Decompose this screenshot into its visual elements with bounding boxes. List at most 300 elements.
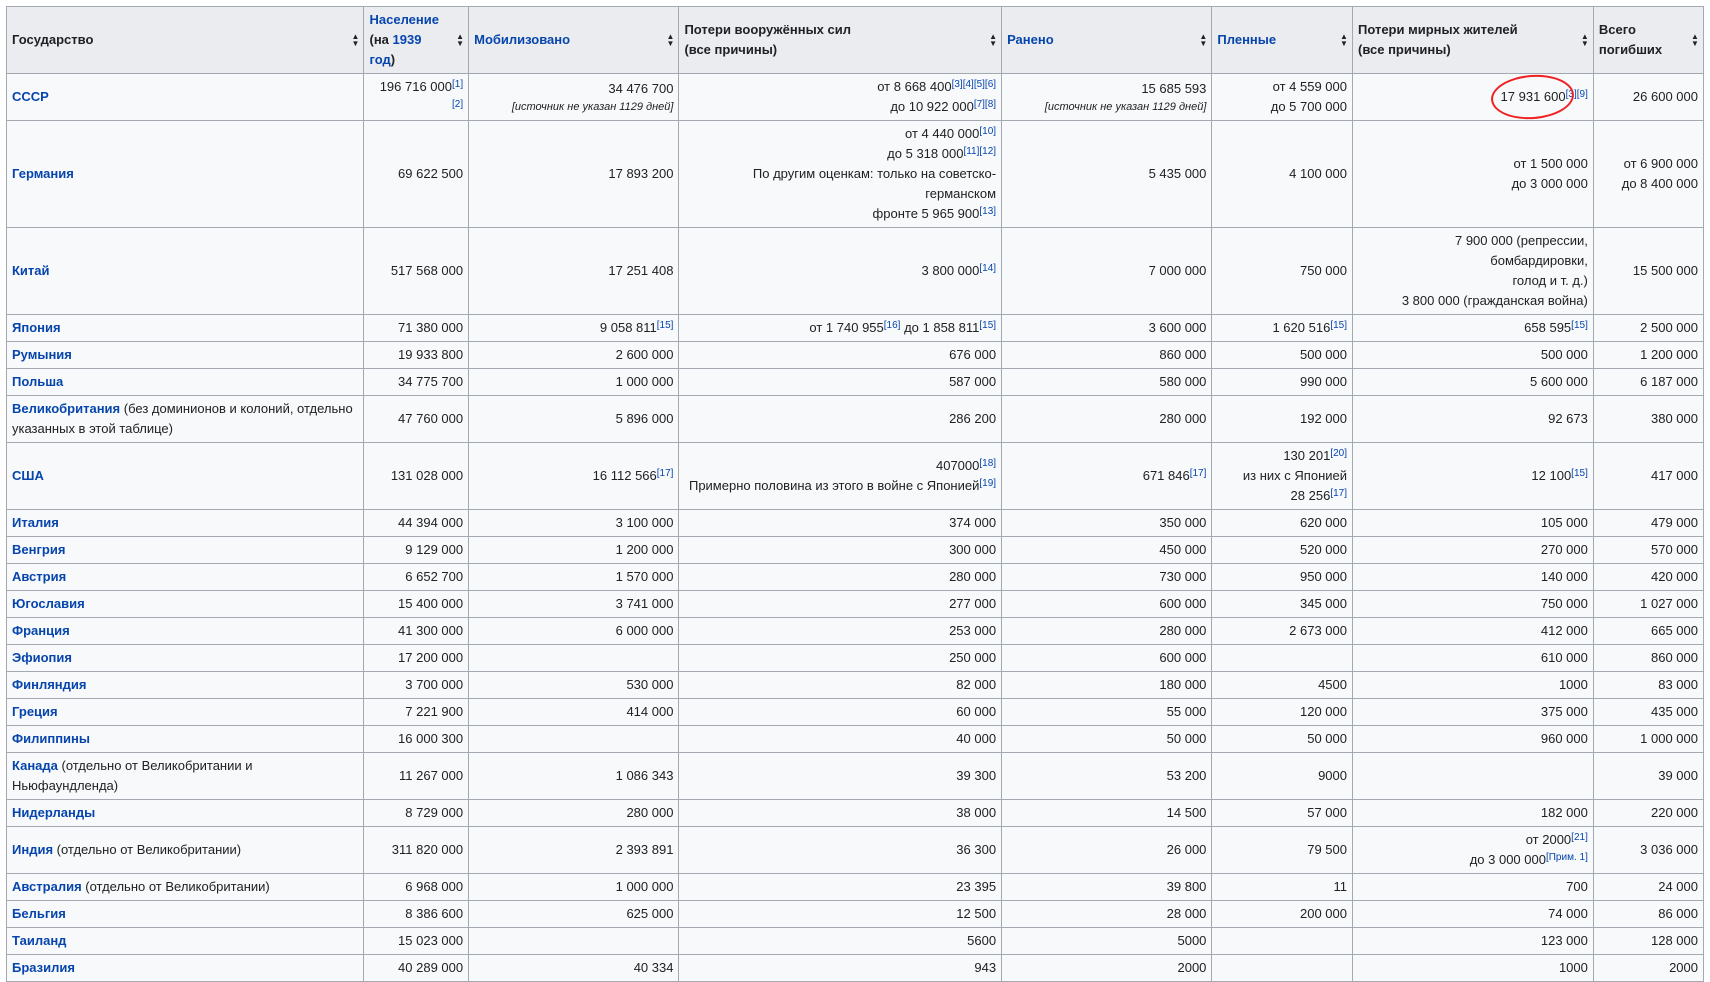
value-text: 9 058 811 [599,320,657,335]
reference-link[interactable]: [20] [1330,448,1347,459]
reference-link[interactable]: [Прим. 1] [1545,852,1588,863]
value-line [369,621,463,641]
value-cell [679,672,1002,699]
value-line [1007,318,1206,338]
value-cell [1353,726,1594,753]
value-cell [679,342,1002,369]
value-text: 16 112 566 [592,468,657,483]
country-cell [7,228,364,315]
reference-link[interactable]: [11][12] [963,146,997,157]
header-text[interactable]: Население [369,12,439,27]
country-cell [7,315,364,342]
country-link[interactable]: Италия [12,515,59,530]
value-cell [364,672,469,699]
value-text: 86 000 [1658,906,1698,921]
value-text: до 3 000 000 [1511,176,1588,191]
value-text: 500 000 [1300,347,1347,362]
column-header[interactable] [1002,7,1212,74]
column-header[interactable] [1593,7,1703,74]
value-text: 1000 [1558,677,1588,692]
value-cell [1593,699,1703,726]
value-line [684,372,996,392]
value-text: 39 300 [956,768,997,783]
column-header[interactable] [7,7,364,74]
country-link[interactable]: Румыния [12,347,72,362]
reference-link[interactable]: [17] [1330,488,1347,499]
value-text: 131 028 000 [390,468,464,483]
value-text: 6 968 000 [405,879,464,894]
country-cell [7,726,364,753]
value-text: 1000 [1558,960,1588,975]
reference-link[interactable]: [15] [1571,468,1588,479]
value-line [369,766,463,786]
value-text: 34 775 700 [398,374,464,389]
value-cell [364,315,469,342]
value-line [1599,729,1698,749]
value-line [1217,803,1347,823]
value-text: 610 000 [1540,650,1588,665]
value-line [684,567,996,587]
value-line [369,675,463,695]
value-text: 6 652 700 [405,569,464,584]
value-cell [1212,928,1353,955]
value-cell [1593,510,1703,537]
value-text: 300 000 [949,542,997,557]
country-cell [7,396,364,443]
value-line [1358,729,1588,749]
value-text: 1 620 516 [1272,320,1331,335]
value-text: 587 000 [949,374,997,389]
value-line [369,958,463,978]
table-row [7,537,1704,564]
value-line [1217,345,1347,365]
reference-link[interactable]: [14] [979,263,997,274]
value-text: 479 000 [1651,515,1698,530]
value-text: 15 023 000 [398,933,464,948]
value-text: 1 027 000 [1640,596,1698,611]
table-row [7,228,1704,315]
value-text: 345 000 [1300,596,1347,611]
sort-arrows-icon[interactable]: ▲ ▼ [989,32,997,48]
country-link[interactable]: Бельгия [12,906,66,921]
value-cell [1353,645,1594,672]
value-cell [1353,537,1594,564]
value-text: 1 200 000 [1640,347,1698,362]
citation-needed-note[interactable]: [источник не указан 1129 дней] [511,101,674,113]
column-header[interactable] [1353,7,1594,74]
header-text[interactable]: Мобилизовано [474,32,571,47]
header-text[interactable]: Ранено [1007,32,1054,47]
value-line [684,540,996,560]
country-link[interactable]: Венгрия [12,542,66,557]
country-link[interactable]: Нидерланды [12,805,96,820]
country-link[interactable]: Филиппины [12,731,90,746]
country-link[interactable]: Польша [12,374,64,389]
value-line [684,729,996,749]
value-line [1358,830,1588,850]
value-line [1007,958,1206,978]
value-cell [1593,645,1703,672]
header-text[interactable]: Пленные [1217,32,1277,47]
country-link[interactable]: Франция [12,623,70,638]
value-text: 39 000 [1658,768,1698,783]
country-link[interactable]: Япония [12,320,61,335]
value-line [684,877,996,897]
value-cell [679,726,1002,753]
value-cell [1353,672,1594,699]
column-header[interactable] [679,7,1002,74]
value-text: 5 896 000 [615,411,674,426]
country-note: (отдельно от Великобритании) [81,879,270,894]
value-cell [469,699,679,726]
value-text: 15 400 000 [398,596,464,611]
country-link[interactable]: Австралия [12,879,82,894]
value-text: до 1 858 811 [900,320,980,335]
value-text: 1 000 000 [615,879,674,894]
value-cell [1002,315,1212,342]
value-line [1217,318,1347,338]
value-cell [469,618,679,645]
value-line [369,904,463,924]
reference-link[interactable]: [3][9] [1565,89,1588,100]
reference-link[interactable]: [7][8] [973,99,997,110]
value-text: 182 000 [1540,805,1588,820]
value-text: 580 000 [1159,374,1207,389]
value-cell [679,928,1002,955]
value-cell [1593,928,1703,955]
value-line [474,766,673,786]
value-cell [679,753,1002,800]
value-line [1007,648,1206,668]
value-text: 23 395 [956,879,997,894]
value-cell [1212,228,1353,315]
table-row [7,672,1704,699]
country-link[interactable]: США [12,468,44,483]
value-text: 120 000 [1300,704,1347,719]
value-cell [364,645,469,672]
header-year-link[interactable]: 1939 год [369,32,422,67]
value-text: 730 000 [1159,569,1207,584]
value-line [474,675,673,695]
reference-link[interactable]: [19] [979,478,997,489]
country-cell [7,928,364,955]
table-row [7,955,1704,982]
value-line [1358,594,1588,614]
value-text: 2 500 000 [1640,320,1698,335]
value-line [1358,87,1588,107]
reference-link[interactable]: [17] [1189,468,1207,479]
column-header[interactable] [469,7,679,74]
value-cell [679,315,1002,342]
value-text: 50 000 [1307,731,1347,746]
value-cell [1002,645,1212,672]
country-cell [7,121,364,228]
value-line [1007,594,1206,614]
country-link[interactable]: Китай [12,263,50,278]
value-text: до 10 922 000 [890,99,974,114]
value-cell [1593,342,1703,369]
value-line [474,958,673,978]
value-line [474,621,673,641]
value-text: 374 000 [949,515,997,530]
value-text: 5600 [967,933,997,948]
table-row [7,369,1704,396]
value-text: 450 000 [1159,542,1207,557]
value-cell [1002,396,1212,443]
value-line [1217,594,1347,614]
value-line [1358,318,1588,338]
reference-link[interactable]: [3][4][5][6] [951,79,997,90]
column-header[interactable] [1212,7,1353,74]
value-cell [1353,121,1594,228]
value-text: 14 500 [1166,805,1207,820]
value-line [1007,466,1206,486]
country-link[interactable]: Таиланд [12,933,67,948]
value-line [1599,87,1698,107]
value-cell [364,699,469,726]
country-link[interactable]: СССР [12,89,49,104]
value-cell [1002,537,1212,564]
reference-link[interactable]: [1][2] [451,79,464,110]
value-text: 17 251 408 [608,263,674,278]
value-cell [469,121,679,228]
value-text: 280 000 [1159,623,1207,638]
value-text: 2000 [1669,960,1698,975]
value-text: 620 000 [1300,515,1347,530]
value-text: Примерно половина из этого в войне с Японией [688,478,980,493]
value-cell [364,369,469,396]
value-line [1217,513,1347,533]
reference-link[interactable]: [17] [656,468,674,479]
value-text: 943 [974,960,997,975]
value-line [1358,877,1588,897]
value-cell [469,753,679,800]
value-cell [679,901,1002,928]
value-text: 990 000 [1300,374,1347,389]
value-line [684,621,996,641]
value-cell [469,315,679,342]
value-cell [679,537,1002,564]
reference-link[interactable]: [13] [979,206,997,217]
value-line [474,345,673,365]
value-cell [679,510,1002,537]
sort-arrows-icon[interactable]: ▲ ▼ [1580,32,1589,48]
value-line [684,931,996,951]
value-text: 38 000 [956,805,997,820]
value-cell [469,510,679,537]
country-link[interactable]: Югославия [12,596,85,611]
value-line [1217,486,1347,506]
value-line [369,540,463,560]
value-cell [364,121,469,228]
value-line [369,594,463,614]
value-line [1007,540,1206,560]
value-text: 9000 [1318,768,1347,783]
value-text: 6 000 000 [615,623,674,638]
sort-arrows-icon[interactable]: ▲ ▼ [456,32,465,48]
value-cell [1593,901,1703,928]
country-link[interactable]: Австрия [12,569,67,584]
sort-arrows-icon[interactable]: ▲ ▼ [666,32,675,48]
sort-arrows-icon[interactable]: ▲ ▼ [1199,32,1208,48]
value-text: 40 000 [956,731,997,746]
value-text: до 5 700 000 [1270,99,1347,114]
reference-link[interactable]: [15] [656,320,674,331]
value-cell [1353,827,1594,874]
sort-arrows-icon[interactable]: ▲ ▼ [1340,32,1348,48]
value-text: 3 036 000 [1640,842,1698,857]
value-cell [679,396,1002,443]
value-line [1007,409,1206,429]
value-text: 4500 [1318,677,1347,692]
value-cell [469,564,679,591]
value-line [1599,931,1698,951]
value-text: 140 000 [1540,569,1588,584]
value-cell [1212,645,1353,672]
value-text: 82 000 [956,677,997,692]
value-line [684,958,996,978]
reference-link[interactable]: [21] [1571,832,1588,843]
value-line [369,702,463,722]
value-cell [1593,443,1703,510]
value-cell [364,928,469,955]
country-cell [7,591,364,618]
value-line [474,840,673,860]
value-text: 3 600 000 [1148,320,1207,335]
reference-link[interactable]: [10] [979,126,997,137]
country-link[interactable]: Великобритания [12,401,121,416]
value-line [1007,79,1206,99]
value-text: 1 086 343 [615,768,674,783]
value-cell [1212,369,1353,396]
value-line [684,513,996,533]
value-cell [1593,315,1703,342]
value-line [1599,567,1698,587]
value-text: 6 187 000 [1640,374,1698,389]
value-text: 960 000 [1540,731,1588,746]
value-cell [469,74,679,121]
country-link[interactable]: Греция [12,704,58,719]
value-text: от 8 668 400 [877,79,952,94]
value-text: 1 000 000 [615,374,674,389]
value-cell [1353,342,1594,369]
value-line [1358,850,1588,870]
value-line [1217,904,1347,924]
sort-arrows-icon[interactable]: ▲ ▼ [1691,32,1699,48]
value-cell [1593,74,1703,121]
value-line [1599,540,1698,560]
reference-link[interactable]: [15] [979,320,997,331]
country-cell [7,537,364,564]
table-header-row [7,7,1704,74]
value-line [369,466,463,486]
value-cell [1212,396,1353,443]
value-text: 15 500 000 [1632,263,1698,278]
value-cell [1002,618,1212,645]
value-text: 658 595 [1524,320,1572,335]
table-row [7,928,1704,955]
country-link[interactable]: Бразилия [12,960,75,975]
value-line [1358,803,1588,823]
value-text: 750 000 [1540,596,1588,611]
value-text: 3 800 000 (гражданская война) [1401,293,1588,308]
reference-link[interactable]: [15] [1330,320,1347,331]
value-line [1599,621,1698,641]
header-text: погибших [1598,42,1663,57]
value-text: 3 741 000 [615,596,674,611]
value-cell [1353,699,1594,726]
country-link[interactable]: Индия [12,842,54,857]
value-cell [1002,955,1212,982]
value-line [1358,540,1588,560]
reference-link[interactable]: [18] [979,458,997,469]
value-text: 17 931 600 [1501,87,1566,107]
value-text: 412 000 [1540,623,1588,638]
value-line [1007,931,1206,951]
value-cell [1353,315,1594,342]
value-line [369,164,463,184]
value-text: 44 394 000 [398,515,464,530]
value-text: 5 600 000 [1530,374,1588,389]
value-text: 860 000 [1159,347,1207,362]
value-cell [469,827,679,874]
table-row [7,315,1704,342]
country-link[interactable]: Финляндия [12,677,87,692]
value-line [1217,261,1347,281]
value-text: 414 000 [626,704,674,719]
value-text: 3 100 000 [615,515,674,530]
value-cell [679,564,1002,591]
header-text: Потери вооружённых сил [684,22,851,37]
value-text: 286 200 [949,411,997,426]
value-cell [1002,342,1212,369]
country-link[interactable]: Германия [12,166,74,181]
value-cell [364,396,469,443]
value-line [1007,345,1206,365]
value-cell [1212,672,1353,699]
value-text: 280 000 [1159,411,1207,426]
value-cell [679,645,1002,672]
citation-needed-note[interactable]: [источник не указан 1129 дней] [1044,101,1207,113]
reference-link[interactable]: [16] [883,320,901,331]
value-line [1217,466,1347,486]
value-cell [1593,564,1703,591]
sort-arrows-icon[interactable]: ▲ ▼ [351,32,360,48]
value-line [1217,675,1347,695]
value-line [1007,567,1206,587]
value-cell [364,537,469,564]
value-line [1599,803,1698,823]
value-text: 74 000 [1548,906,1588,921]
value-text: 40 334 [633,960,674,975]
value-text: 9 129 000 [405,542,464,557]
value-line [369,513,463,533]
value-cell [469,672,679,699]
value-line [1007,164,1206,184]
value-text: 71 380 000 [398,320,464,335]
value-text: 123 000 [1540,933,1588,948]
country-link[interactable]: Канада [12,758,58,773]
value-line [1599,409,1698,429]
value-cell [1212,726,1353,753]
reference-link[interactable]: [15] [1571,320,1588,331]
value-cell [1002,827,1212,874]
value-text: 420 000 [1651,569,1698,584]
value-line [474,594,673,614]
value-line [1358,231,1588,271]
country-link[interactable]: Эфиопия [12,650,72,665]
column-header[interactable] [364,7,469,74]
